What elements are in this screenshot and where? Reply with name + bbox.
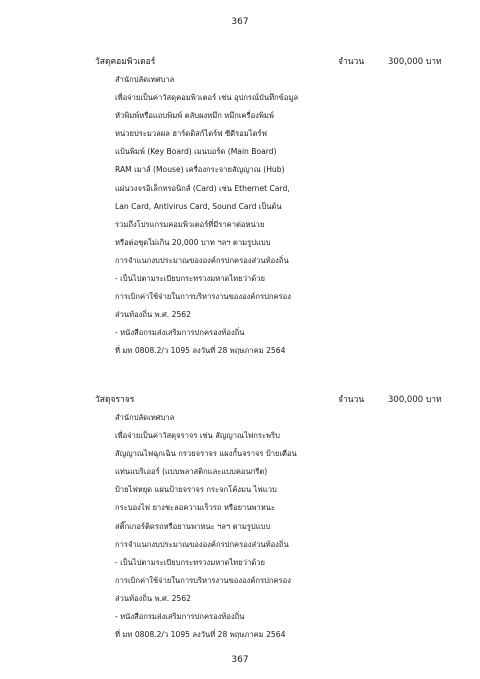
- quantity-label: จำนวน: [338, 57, 365, 67]
- body-line: Lan Card, Antivirus Card, Sound Card เป็นต้น: [115, 201, 282, 211]
- body-line: ส่วนท้องถิ่น พ.ศ. 2562: [115, 593, 191, 603]
- body-line: สำนักปลัดเทศบาล: [115, 413, 175, 422]
- body-line: - หนังสือกรมส่งเสริมการปกครองท้องถิ่น: [115, 612, 245, 622]
- section-title: วัสดุคอมพิวเตอร์: [95, 57, 156, 67]
- body-line: ที่ มท 0808.2/ว 1095 ลงวันที่ 28 พฤษภาคม 2564: [115, 630, 286, 640]
- body-line: กระบองไฟ ยางชะลอความเร็วรถ หรือยานพาหนะ: [115, 503, 276, 513]
- amount-value: 300,000 บาท: [388, 395, 442, 405]
- quantity-label: จำนวน: [338, 395, 365, 405]
- body-line: หรือต่อชุดไม่เกิน 20,000 บาท ฯลฯ ตามรูปแบบ: [115, 237, 271, 247]
- body-line: RAM เมาส์ (Mouse) เครื่องกระจายสัญญาณ (Hub): [115, 165, 285, 175]
- section-traffic-supplies: [0, 392, 480, 644]
- body-line: สัญญาณไฟฉุกเฉิน กรวยจราจร แผงกั้นจราจร ป้ายเตือน: [115, 449, 297, 459]
- body-line: ป้ายไฟหยุด แผ่นป้ายจราจร กระจกโค้งมน ไฟแวบ: [115, 485, 277, 495]
- body-line: สำนักปลัดเทศบาล: [115, 75, 175, 84]
- body-line: - เป็นไปตามระเบียบกระทรวงมหาดไทยว่าด้วย: [115, 557, 265, 567]
- body-line: เพื่อจ่ายเป็นค่าวัสดุจราจร เช่น สัญญาณไฟกระพริบ: [115, 431, 280, 441]
- body-line: การเบิกค่าใช้จ่ายในการบริหารงานขององค์กรปกครอง: [115, 575, 291, 585]
- body-line: หัวพิมพ์หรือแถบพิมพ์ ตลับผงหมึก หมึกเครื่องพิมพ์: [115, 111, 274, 121]
- section-body: [115, 71, 425, 361]
- body-line: การจำแนกงบประมาณขององค์กรปกครองส่วนท้องถิ่น: [115, 539, 289, 549]
- body-line: หน่วยประมวลผล ฮาร์ดดิสก์ไดร์ฟ ซีดีรอมไดร์ฟ: [115, 129, 267, 139]
- body-line: สติ๊กเกอร์ติดรถหรือยานพาหนะ ฯลฯ ตามรูปแบบ: [115, 521, 271, 531]
- section-computer-supplies: [0, 54, 480, 361]
- body-line: การเบิกค่าใช้จ่ายในการบริหารงานขององค์กรปกครอง: [115, 292, 291, 302]
- body-line: รวมถึงโปรแกรมคอมพิวเตอร์ที่มีราคาต่อหน่วย: [115, 219, 265, 229]
- section-header: [0, 54, 480, 71]
- body-line: เพื่อจ่ายเป็นค่าวัสดุคอมพิวเตอร์ เช่น อุปกรณ์บันทึกข้อมูล: [115, 93, 299, 103]
- body-line: - เป็นไปตามระเบียบกระทรวงมหาดไทยว่าด้วย: [115, 274, 265, 284]
- page-number-top: 367: [231, 17, 249, 27]
- section-header: [0, 392, 480, 409]
- body-line: แท่นแบริเออร์ (แบบพลาสติกและแบบคอนกรีต): [115, 467, 268, 477]
- body-line: - หนังสือกรมส่งเสริมการปกครองท้องถิ่น: [115, 328, 245, 338]
- page-number-bottom: 367: [231, 655, 249, 665]
- amount-value: 300,000 บาท: [388, 57, 442, 67]
- body-line: ที่ มท 0808.2/ว 1095 ลงวันที่ 28 พฤษภาคม 2564: [115, 346, 286, 356]
- body-line: ส่วนท้องถิ่น พ.ศ. 2562: [115, 310, 191, 320]
- section-body: [115, 409, 425, 644]
- section-title: วัสดุจราจร: [95, 395, 135, 405]
- body-line: แผ่นวงจรอิเล็กทรอนิกส์ (Card) เช่น Ethernet Card,: [115, 183, 290, 193]
- body-line: การจำแนกงบประมาณขององค์กรปกครองส่วนท้องถิ่น: [115, 255, 289, 265]
- body-line: แป้นพิมพ์ (Key Board) เมนบอร์ด (Main Board): [115, 147, 277, 157]
